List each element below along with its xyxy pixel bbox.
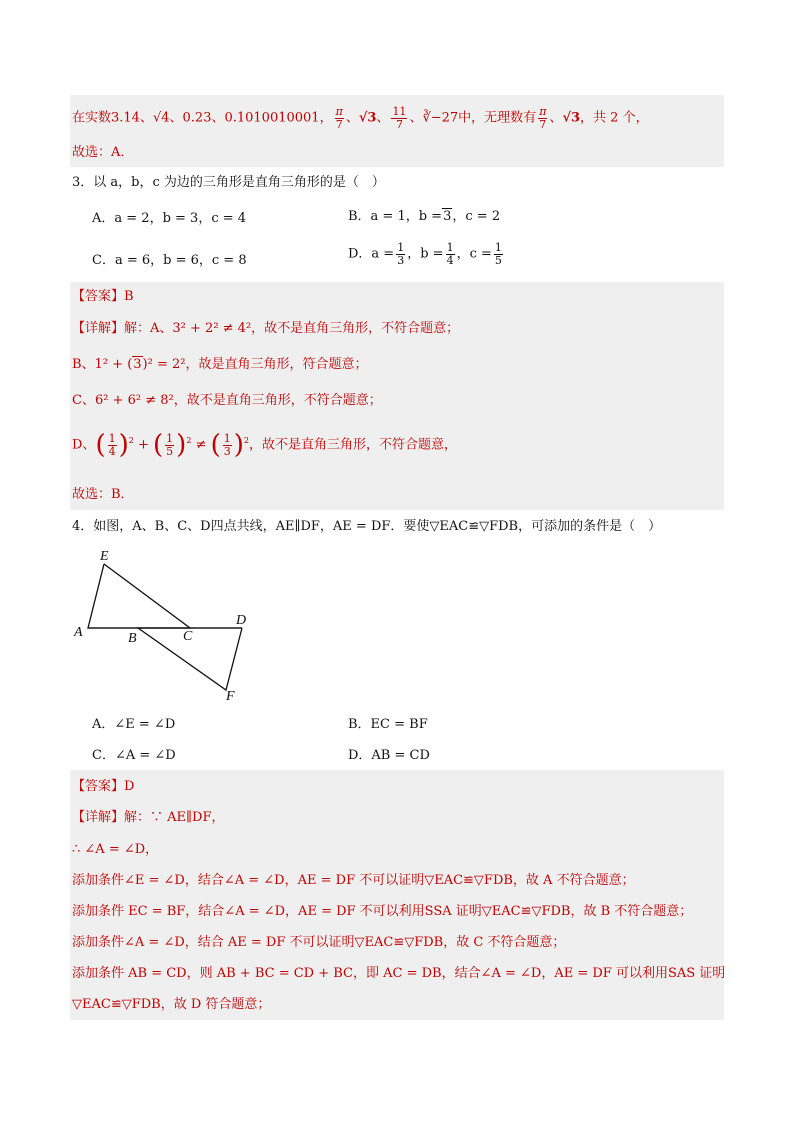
- sqrt-4: √4: [152, 110, 170, 126]
- q4-detail-3: 添加条件∠E = ∠D，结合∠A = ∠D，AE = DF 不可以证明▽EAC≌▽FDB，故 A 不符合题意；: [72, 873, 635, 888]
- q4-stem: 4．如图，A、B、C、D四点共线，AE∥DF，AE = DF．要使▽EAC≌▽FDB，可添加的条件是（ ）: [72, 519, 662, 534]
- q3-stem: 3．以 a，b，c 为边的三角形是直角三角形的是（ ）: [72, 175, 385, 190]
- q2-line-1: 在实数3.14、√4、0.23、0.1010010001， $\frac{\pi}{7}$ 、√3、 $\frac{11}{7}$ 、∛−27中，无理数有 $\frac{\pi}{7}$ 、√3，共 2 个，: [72, 105, 649, 131]
- triangle-eac: [88, 564, 190, 628]
- q4-answer: 【答案】D: [72, 779, 135, 794]
- label-a: A: [74, 625, 83, 640]
- label-e: E: [100, 549, 109, 564]
- q3-detail-c: C、6² + 6² ≠ 8²，故不是直角三角形，不符合题意；: [72, 393, 382, 408]
- q3-option-d: D．a = $\frac{1}{3}$ ，b = $\frac{1}{4}$ ，c = $\frac{1}{5}$: [348, 241, 502, 267]
- q2-conclusion: 故选：A．: [72, 145, 134, 160]
- q3-detail-b: B、1² + (3)² = 2²，故是直角三角形，符合题意；: [72, 357, 368, 372]
- q3-conclusion: 故选：B．: [72, 487, 134, 502]
- label-c: C: [183, 629, 193, 644]
- q4-option-c: C．∠A = ∠D: [92, 748, 176, 763]
- q4-detail-6: 添加条件 AB = CD，则 AB + BC = CD + BC，即 AC = DB，结合∠A = ∠D，AE = DF 可以利用SAS 证明: [72, 966, 726, 981]
- q4-answer-block: [70, 770, 724, 1020]
- q4-option-b: B．EC = BF: [348, 717, 428, 732]
- q4-option-d: D．AB = CD: [348, 748, 430, 763]
- label-d: D: [236, 613, 247, 628]
- q4-detail-7: ▽EAC≌▽FDB，故 D 符合题意；: [72, 997, 271, 1012]
- q3-detail-a: 【详解】解：A、3² + 2² ≠ 4²，故不是直角三角形，不符合题意；: [72, 321, 460, 336]
- q3-detail-d: D、( $\frac{1}{4}$ )$^2$ + ( $\frac{1}{5}$ )$^2$ ≠ ( $\frac{1}{3}$ )$^2$，故不是直角三角形，不符合题意，: [72, 430, 458, 460]
- q4-detail-2: ∴ ∠A = ∠D，: [72, 842, 159, 857]
- q3-option-a: A．a = 2，b = 3，c = 4: [92, 211, 247, 226]
- q4-figure: [66, 548, 266, 708]
- frac-pi-7: $\frac{\pi}{7}$: [335, 105, 343, 131]
- q3-option-b: B．a = 1，b =3，c = 2: [348, 209, 501, 224]
- label-b: B: [128, 631, 137, 646]
- q4-option-a: A．∠E = ∠D: [92, 717, 176, 732]
- frac-pi-7-answer: $\frac{\pi}{7}$: [539, 105, 547, 131]
- q4-detail-1: 【详解】解：∵ AE∥DF，: [72, 810, 225, 825]
- q3-option-c: C．a = 6，b = 6，c = 8: [92, 253, 247, 268]
- q3-answer: 【答案】B: [72, 289, 134, 304]
- label-f: F: [226, 689, 235, 704]
- q4-detail-4: 添加条件 EC = BF，结合∠A = ∠D，AE = DF 不可以利用SSA 证明▽EAC≌▽FDB，故 B 不符合题意；: [72, 904, 693, 919]
- frac-11-7: $\frac{11}{7}$: [392, 105, 407, 131]
- q4-detail-5: 添加条件∠A = ∠D，结合 AE = DF 不可以证明▽EAC≌▽FDB，故 C 不符合题意；: [72, 935, 566, 950]
